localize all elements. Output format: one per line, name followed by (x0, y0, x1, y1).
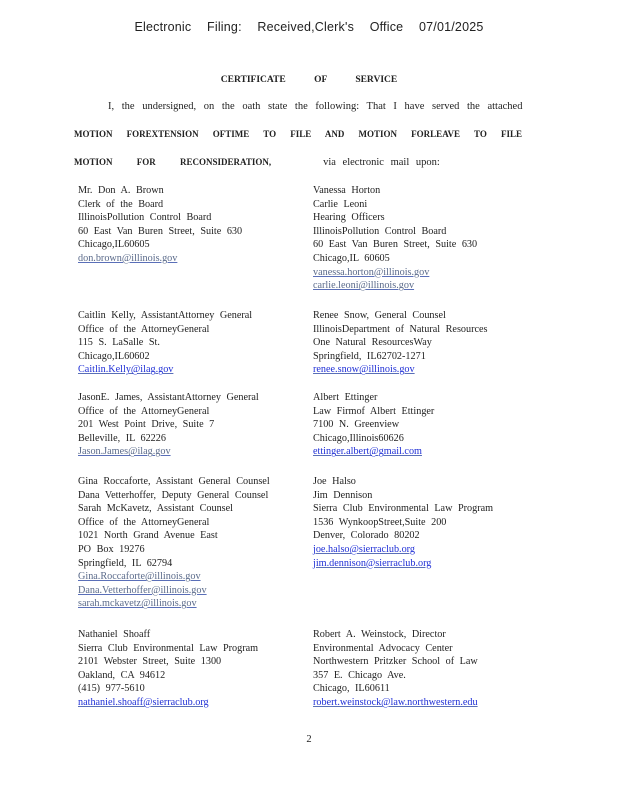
recipient-line: Belleville, IL 62226 (78, 432, 166, 444)
recipient-line: Robert A. Weinstock, Director (313, 629, 446, 640)
recipient-line: Caitlin Kelly, AssistantAttorney General (78, 310, 253, 321)
recipient-line: Jim Dennison (313, 489, 373, 501)
recipient-block (313, 475, 493, 570)
recipient-line: Dana Vetterhoffer, Deputy General Counsel (78, 489, 269, 501)
recipient-line: Chicago,IL 60605 (313, 252, 390, 264)
recipient-line: Chicago,IL60602 (78, 350, 150, 362)
recipient-line: Environmental Advocacy Center (313, 642, 453, 654)
recipient-line: Office of the AttorneyGeneral (78, 405, 210, 417)
recipient-block (78, 184, 242, 266)
email-link[interactable]: Caitlin.Kelly@ilag.gov (78, 364, 174, 376)
recipient-line: Law Firmof Albert Ettinger (313, 405, 435, 417)
email-link[interactable]: Gina.Roccaforte@illinois.gov (78, 571, 201, 583)
recipient-line: Hearing Officers (313, 212, 385, 224)
email-link[interactable]: nathaniel.shoaff@sierraclub.org (78, 696, 209, 708)
recipient-line: Sierra Club Environmental Law Program (313, 503, 494, 515)
motion-title-line2 (74, 157, 440, 168)
recipient-line: Mr. Don A. Brown (78, 185, 164, 196)
recipient-block (78, 475, 270, 611)
recipient-line: Sarah McKavetz, Assistant Counsel (78, 503, 233, 515)
recipient-line: One Natural ResourcesWay (313, 337, 432, 349)
recipient-line: Springfield, IL62702-1271 (313, 350, 426, 362)
recipient-line: Renee Snow, General Counsel (313, 310, 446, 321)
recipient-line: PO Box 19276 (78, 543, 145, 555)
recipient-block (313, 391, 434, 459)
email-link[interactable]: vanessa.horton@illinois.gov (313, 266, 430, 278)
recipient-line: IllinoisDepartment of Natural Resources (313, 323, 488, 335)
recipient-line: JasonE. James, AssistantAttorney General (78, 392, 259, 403)
recipient-line: Chicago,IL60605 (78, 239, 150, 251)
email-link[interactable]: jim.dennison@sierraclub.org (313, 557, 432, 569)
email-link[interactable]: don.brown@illinois.gov (78, 252, 178, 264)
email-link[interactable]: Dana.Vetterhoffer@illinois.gov (78, 584, 207, 596)
recipient-block (78, 391, 259, 459)
recipient-line: Denver, Colorado 80202 (313, 530, 420, 542)
recipient-line: Sierra Club Environmental Law Program (78, 642, 259, 654)
filing-header: Electronic Filing: Received,Clerk's Office 07/01/2025 (134, 20, 484, 34)
recipient-block (313, 184, 477, 293)
recipient-line: 7100 N. Greenview (313, 419, 400, 431)
recipient-line: Northwestern Pritzker School of Law (313, 656, 478, 668)
email-link[interactable]: carlie.leoni@illinois.gov (313, 280, 415, 292)
recipient-line: Office of the AttorneyGeneral (78, 516, 210, 528)
recipient-line: IllinoisPollution Control Board (78, 212, 212, 224)
recipient-line: Springfield, IL 62794 (78, 557, 173, 569)
recipient-line: IllinoisPollution Control Board (313, 225, 447, 237)
email-link[interactable]: renee.snow@illinois.gov (313, 364, 415, 376)
recipient-line: Carlie Leoni (313, 198, 368, 210)
certificate-title: CERTIFICATE OF SERVICE (220, 75, 398, 85)
service-method: via electronic mail upon: (323, 157, 440, 168)
email-link[interactable]: Jason.James@ilag.gov (78, 446, 171, 458)
recipient-line: Vanessa Horton (313, 185, 381, 196)
recipient-line: 1021 North Grand Avenue East (78, 530, 218, 542)
intro-text: I, the undersigned, on the oath state the following: That I have served the attached (108, 101, 523, 112)
recipient-line: Chicago, IL60611 (313, 683, 390, 695)
recipient-line: 115 S. LaSalle St. (78, 337, 160, 349)
recipient-line: Clerk of the Board (78, 198, 164, 210)
recipient-line: Joe Halso (313, 476, 356, 487)
motion-reconsideration: MOTION FOR RECONSIDERATION, (74, 157, 272, 167)
recipient-block (78, 309, 252, 377)
recipient-line: Nathaniel Shoaff (78, 629, 151, 640)
recipient-block (313, 309, 488, 377)
email-link[interactable]: sarah.mckavetz@illinois.gov (78, 598, 197, 610)
recipient-line: 2101 Webster Street, Suite 1300 (78, 656, 222, 668)
recipient-line: (415) 977-5610 (78, 683, 145, 695)
email-link[interactable]: robert.weinstock@law.northwestern.edu (313, 696, 478, 708)
recipient-line: 60 East Van Buren Street, Suite 630 (313, 239, 478, 251)
recipient-line: Albert Ettinger (313, 392, 378, 403)
recipient-line: Gina Roccaforte, Assistant General Counsel (78, 476, 270, 487)
recipient-line: Chicago,Illinois60626 (313, 432, 404, 444)
recipient-line: 60 East Van Buren Street, Suite 630 (78, 225, 243, 237)
recipient-line: 357 E. Chicago Ave. (313, 669, 406, 681)
recipient-line: Oakland, CA 94612 (78, 669, 166, 681)
motion-title-line1: MOTION FOREXTENSION OFTIME TO FILE AND MOTION FORLEAVE TO FILE (74, 129, 522, 139)
recipient-line: Office of the AttorneyGeneral (78, 323, 210, 335)
recipient-block (78, 628, 258, 710)
recipient-block (313, 628, 478, 710)
recipient-line: 1536 WynkoopStreet,Suite 200 (313, 516, 447, 528)
email-link[interactable]: joe.halso@sierraclub.org (313, 543, 415, 555)
email-link[interactable]: ettinger.albert@gmail.com (313, 446, 422, 458)
page-number: 2 (306, 734, 312, 745)
recipient-line: 201 West Point Drive, Suite 7 (78, 419, 215, 431)
